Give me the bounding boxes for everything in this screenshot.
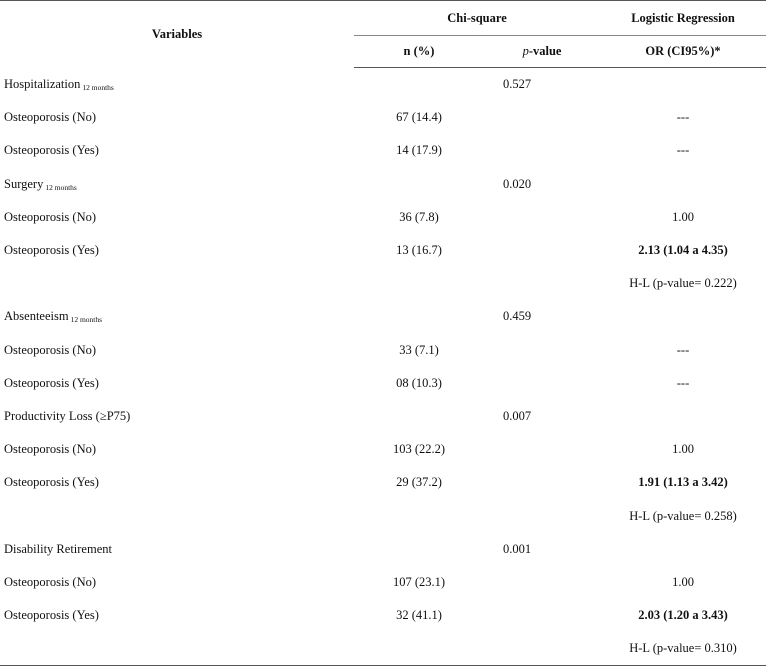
n-percent-cell (354, 533, 484, 566)
row-label-text: Osteoporosis (Yes) (4, 243, 99, 258)
table-row (0, 566, 766, 599)
row-label (0, 566, 354, 599)
row-label-text: Productivity Loss (≥P75) (4, 408, 131, 423)
n-percent-header: n (%) (354, 36, 484, 68)
n-percent-cell: 29 (37.2) (396, 475, 442, 490)
row-label (0, 334, 354, 367)
row-label-text: Osteoporosis (Yes) (4, 608, 99, 623)
row-label (0, 267, 354, 300)
odds-ratio-cell: --- (676, 143, 690, 158)
n-percent-cell (354, 168, 484, 201)
table-row (0, 400, 766, 433)
table-row (0, 168, 766, 201)
odds-ratio-cell (600, 300, 766, 333)
table-row (0, 334, 766, 367)
table-row (0, 367, 766, 400)
p-value-cell (484, 267, 600, 300)
row-label (0, 533, 354, 566)
n-percent-cell (354, 300, 484, 333)
odds-ratio-cell: 1.91 (1.13 a 3.42) (638, 475, 728, 490)
row-label (0, 400, 354, 433)
n-percent-cell: 36 (7.8) (399, 209, 439, 224)
table-row (0, 599, 766, 632)
or-ci-header: OR (CI95%)* (600, 36, 766, 68)
n-percent-cell (354, 499, 484, 532)
p-value-cell: 0.007 (502, 408, 532, 423)
row-label-text: Absenteeism (4, 309, 69, 324)
row-label-text: Osteoporosis (No) (4, 442, 97, 457)
n-percent-cell (354, 400, 484, 433)
p-value-cell (484, 466, 600, 499)
p-value-cell: 0.001 (502, 541, 532, 556)
row-label-text: Osteoporosis (Yes) (4, 475, 99, 490)
table-row (0, 134, 766, 167)
row-label-subscript: 12 months (82, 82, 114, 92)
chi-square-header: Chi-square (354, 1, 600, 36)
p-value-cell (484, 599, 600, 632)
row-label (0, 201, 354, 234)
table-row (0, 499, 766, 532)
p-value-cell (484, 499, 600, 532)
p-value-cell: 0.459 (502, 309, 532, 324)
p-value-cell (484, 234, 600, 267)
row-label-text: Hospitalization (4, 76, 81, 91)
odds-ratio-cell: --- (676, 375, 690, 390)
odds-ratio-cell: 2.13 (1.04 a 4.35) (638, 243, 728, 258)
p-value-cell: 0.527 (502, 77, 532, 92)
odds-ratio-cell (600, 68, 766, 102)
p-value-cell (484, 433, 600, 466)
row-label-subscript: 12 months (45, 182, 77, 192)
odds-ratio-cell: H-L (p-value= 0.258) (629, 508, 737, 523)
table-row (0, 101, 766, 134)
odds-ratio-cell (600, 533, 766, 566)
odds-ratio-cell (600, 168, 766, 201)
row-label (0, 300, 354, 333)
n-percent-cell: 14 (17.9) (396, 143, 442, 158)
n-percent-cell: 13 (16.7) (396, 243, 442, 258)
odds-ratio-cell: H-L (p-value= 0.310) (600, 632, 766, 666)
n-percent-cell: 32 (41.1) (396, 608, 442, 623)
table-row (0, 68, 766, 102)
row-label-text: Osteoporosis (Yes) (4, 143, 99, 158)
n-percent-cell (354, 68, 484, 102)
row-label (0, 168, 354, 201)
table-row (0, 533, 766, 566)
row-label-text: Disability Retirement (4, 541, 112, 556)
table-row (0, 433, 766, 466)
n-percent-cell: 107 (23.1) (392, 574, 446, 589)
p-value-cell (484, 367, 600, 400)
p-value-cell (484, 334, 600, 367)
table-row (0, 234, 766, 267)
row-label-text: Osteoporosis (No) (4, 110, 97, 125)
odds-ratio-cell: --- (676, 342, 690, 357)
odds-ratio-cell (600, 400, 766, 433)
row-label (0, 499, 354, 532)
n-percent-cell: 08 (10.3) (396, 375, 442, 390)
table-row (0, 267, 766, 300)
row-label-text: Osteoporosis (Yes) (4, 375, 99, 390)
n-percent-cell: 67 (14.4) (396, 110, 442, 125)
p-value-cell (484, 632, 600, 666)
p-value-cell (484, 201, 600, 234)
row-label (0, 367, 354, 400)
odds-ratio-cell: H-L (p-value= 0.222) (629, 276, 737, 291)
row-label-text: Osteoporosis (No) (4, 574, 97, 589)
odds-ratio-cell: 1.00 (672, 209, 694, 224)
row-label (0, 466, 354, 499)
table-row (0, 466, 766, 499)
p-value-cell (484, 134, 600, 167)
row-label-text: Surgery (4, 176, 44, 191)
row-label (0, 234, 354, 267)
odds-ratio-cell: 2.03 (1.20 a 3.43) (638, 608, 728, 623)
odds-ratio-cell: 1.00 (672, 442, 694, 457)
row-label-subscript: 12 months (70, 315, 103, 325)
n-percent-cell: 33 (7.1) (399, 342, 439, 357)
row-label (0, 101, 354, 134)
n-percent-cell (354, 632, 484, 666)
n-percent-cell (354, 267, 484, 300)
row-label (0, 134, 354, 167)
p-italic: p (522, 44, 529, 58)
table-row (0, 201, 766, 234)
logistic-regression-header: Logistic Regression (600, 1, 766, 36)
row-label (0, 68, 354, 102)
row-label (0, 632, 354, 666)
p-value-header (484, 36, 600, 68)
variables-header: Variables (0, 1, 354, 68)
table-row (0, 300, 766, 333)
table-row (0, 632, 766, 666)
row-label-text: Osteoporosis (No) (4, 209, 97, 224)
p-value-suffix: -value (528, 44, 562, 58)
row-label-text: Osteoporosis (No) (4, 342, 97, 357)
p-value-cell (484, 566, 600, 599)
p-value-cell (484, 101, 600, 134)
p-value-cell: 0.020 (502, 176, 532, 191)
n-percent-cell: 103 (22.2) (392, 442, 446, 457)
odds-ratio-cell: 1.00 (672, 574, 694, 589)
odds-ratio-cell: --- (676, 110, 690, 125)
row-label (0, 433, 354, 466)
row-label (0, 599, 354, 632)
